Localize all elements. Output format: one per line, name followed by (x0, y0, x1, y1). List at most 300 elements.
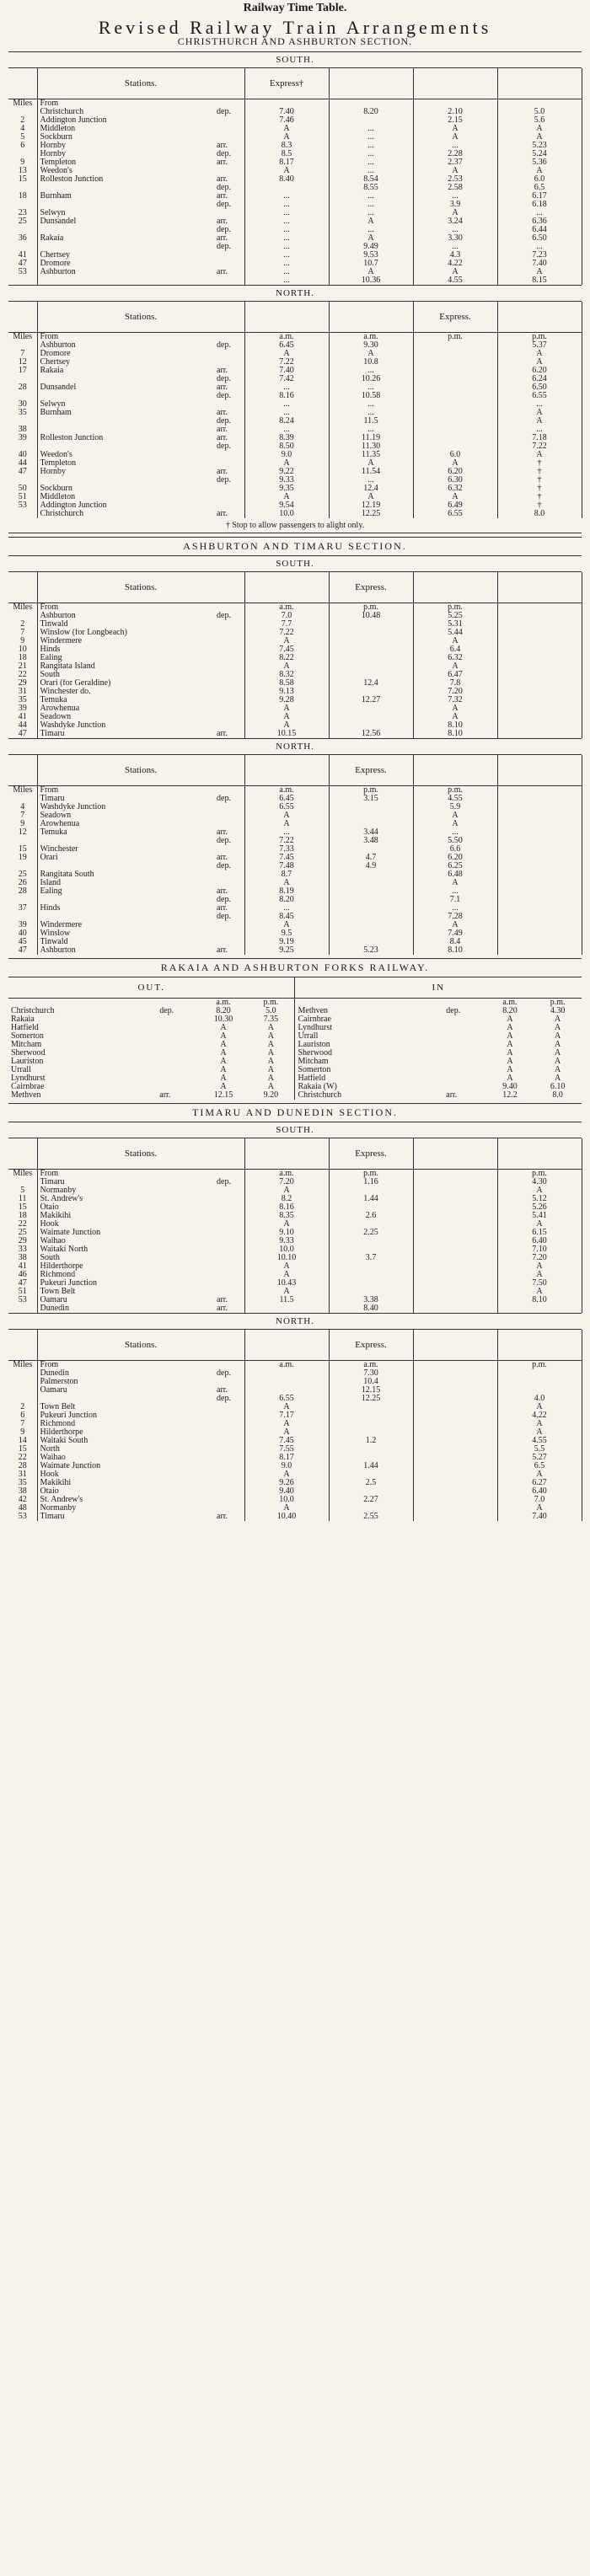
time-cell: 6.5 (497, 1462, 582, 1470)
time-cell: 2.6 (329, 1212, 413, 1220)
time-cell: ... (413, 142, 497, 150)
time-cell (329, 938, 413, 946)
time-cell (413, 383, 497, 392)
time-cell: 9.33 (244, 1237, 329, 1245)
time-cell: 1.2 (329, 1437, 413, 1445)
time-cell: 6.32 (413, 654, 497, 662)
arrdep-cell (214, 671, 244, 679)
timetable-section1-north (8, 302, 582, 518)
miles-cell (8, 1369, 37, 1378)
time-cell: 7.49 (413, 929, 497, 938)
column-header (8, 1138, 37, 1170)
time-cell: 6.4 (413, 645, 497, 654)
table-row (8, 116, 582, 125)
time-cell: A (413, 704, 497, 713)
miles-cell (8, 1304, 37, 1313)
column-header: Express. (329, 572, 413, 603)
arrdep-cell: arr. (214, 1386, 244, 1395)
column-header: Stations. (37, 1138, 244, 1170)
arrdep-cell (214, 116, 244, 125)
arrdep-cell: arr. (214, 510, 244, 518)
time-cell (497, 99, 582, 109)
time-cell: 10.40 (244, 1513, 329, 1521)
time-cell (329, 1288, 413, 1296)
miles-cell: 15 (8, 1445, 37, 1454)
time-cell: 9.54 (244, 501, 329, 510)
column-header: Stations. (37, 572, 244, 603)
time-cell (497, 870, 582, 879)
time-cell: A (413, 125, 497, 133)
time-cell: A (555, 1074, 561, 1083)
station-cell: Templeton (40, 158, 77, 167)
station-cell: Addington Junction (40, 501, 107, 510)
arrdep-cell (214, 786, 244, 795)
table-row (8, 209, 582, 217)
station-cell: Orari (40, 854, 58, 862)
table-row (8, 276, 582, 285)
time-cell (329, 811, 413, 820)
arrdep-cell: dep. (214, 184, 244, 192)
time-cell (329, 845, 413, 854)
column-header (413, 572, 497, 603)
time-cell: 5.25 (413, 612, 497, 620)
station-cell: Palmerston (40, 1378, 78, 1386)
time-cell: 6.0 (497, 175, 582, 184)
time-cell: 8.40 (244, 175, 329, 184)
miles-cell: 4 (8, 125, 37, 133)
time-cell: A (497, 268, 582, 276)
time-cell: 5.37 (497, 341, 582, 350)
time-cell: 8.40 (329, 1304, 413, 1313)
miles-cell (8, 108, 37, 116)
station-cell (37, 476, 214, 485)
time-cell: 8.5 (244, 150, 329, 158)
time-cell: 6.30 (413, 476, 497, 485)
station-cell: From (40, 332, 59, 341)
table-row (8, 921, 582, 929)
time-cell: 8.19 (244, 887, 329, 896)
station-cell: St. Andrew's (40, 1195, 83, 1203)
table-row (8, 1437, 582, 1445)
arrdep-cell: arr. (214, 192, 244, 201)
in-header: IN (295, 977, 582, 999)
time-cell: 9.49 (329, 243, 413, 251)
station-cell: Dunedin (40, 1369, 69, 1378)
time-cell: 6.47 (413, 671, 497, 679)
time-cell (497, 1304, 582, 1313)
time-cell: 8.22 (244, 654, 329, 662)
station-cell: Sockburn (40, 485, 72, 493)
time-cell (244, 1378, 329, 1386)
time-cell: A (329, 493, 413, 501)
time-cell: 8.50 (244, 442, 329, 451)
arrdep-cell: arr. (214, 730, 244, 738)
time-cell: 7.45 (244, 1437, 329, 1445)
time-cell: 8.0 (497, 510, 582, 518)
table-row (8, 468, 582, 476)
time-cell: ... (329, 167, 413, 175)
miles-cell: 35 (8, 409, 37, 417)
station-cell (37, 896, 214, 904)
direction-label: NORTH. (8, 738, 582, 755)
time-cell: 6.5 (497, 184, 582, 192)
station-cell: Hook (40, 1220, 59, 1229)
column-header (8, 302, 37, 333)
time-cell: A (507, 1074, 513, 1083)
time-cell (497, 612, 582, 620)
time-cell: ... (329, 133, 413, 142)
station-cell: Otaio (40, 1487, 59, 1496)
arrdep-cell (214, 1195, 244, 1203)
station-cell: Christchurch (298, 1091, 342, 1100)
time-cell: 9.22 (244, 468, 329, 476)
station-cell: Timaru (40, 730, 65, 738)
table-row (8, 1470, 582, 1479)
station-cell: Sockburn (40, 133, 72, 142)
time-cell: A (413, 820, 497, 828)
time-cell: 3.44 (329, 828, 413, 837)
arrdep-cell (214, 1428, 244, 1437)
station-cell: Makikihi (40, 1479, 72, 1487)
station-cell: Waitaki North (40, 1245, 88, 1254)
time-cell (497, 1378, 582, 1386)
time-cell: A (244, 1420, 329, 1428)
arrdep-cell (214, 1470, 244, 1479)
table-row (8, 1454, 582, 1462)
arrdep-cell: dep. (214, 392, 244, 400)
time-cell: 8.0 (552, 1091, 563, 1100)
time-cell: 10.0 (244, 1496, 329, 1504)
station-cell: Methven (11, 1091, 41, 1100)
time-cell: A (244, 459, 329, 468)
time-cell (329, 803, 413, 811)
table-row (8, 1229, 582, 1237)
time-cell: a.m. (244, 786, 329, 795)
table-row (8, 1186, 582, 1195)
direction-label: NORTH. (8, 285, 582, 302)
station-cell: Addington Junction (40, 116, 107, 125)
station-cell: Hilderthorpe (40, 1262, 83, 1271)
miles-cell: 6 (8, 1411, 37, 1420)
station-cell: Rangitata South (40, 870, 94, 879)
time-cell (413, 1304, 497, 1313)
station-cell: Winchester do. (40, 688, 91, 696)
time-cell (413, 1195, 497, 1203)
table-row (8, 1304, 582, 1313)
time-cell: A (555, 1049, 561, 1058)
time-cell: A (413, 637, 497, 645)
time-cell: 4.0 (497, 1395, 582, 1403)
arrdep-cell (214, 1288, 244, 1296)
arrdep-cell (214, 209, 244, 217)
table-row (8, 133, 582, 142)
arrdep-cell (214, 1504, 244, 1513)
arrdep-cell: arr. (214, 1513, 244, 1521)
miles-cell: Miles (8, 603, 37, 613)
time-cell: 10.43 (244, 1279, 329, 1288)
time-cell (329, 1454, 413, 1462)
station-cell: Lauriston (11, 1058, 44, 1066)
table-row (8, 1445, 582, 1454)
miles-cell (8, 150, 37, 158)
station-cell: Windermere (40, 921, 83, 929)
time-cell: 6.18 (497, 201, 582, 209)
time-cell: ... (329, 476, 413, 485)
time-cell: A (329, 217, 413, 226)
station-cell: Waitaki South (40, 1437, 88, 1445)
time-cell (413, 1504, 497, 1513)
column-header (329, 302, 413, 333)
timetable-section4-south (8, 1138, 582, 1313)
station-cell: Ashburton (40, 946, 76, 955)
table-row (8, 184, 582, 192)
time-cell: 3.38 (329, 1296, 413, 1304)
table-row (8, 1220, 582, 1229)
miles-cell: 25 (8, 870, 37, 879)
time-cell: 7.32 (413, 696, 497, 704)
time-cell (413, 1186, 497, 1195)
miles-cell: 39 (8, 704, 37, 713)
miles-cell: 53 (8, 1296, 37, 1304)
column-header (244, 572, 329, 603)
table-row (8, 879, 582, 887)
time-cell: 5.44 (413, 629, 497, 637)
time-cell (497, 921, 582, 929)
arrdep-cell (214, 1203, 244, 1212)
miles-cell: Miles (8, 333, 37, 342)
time-cell: A (497, 167, 582, 175)
time-cell: A (497, 1470, 582, 1479)
table-row (8, 434, 582, 442)
time-cell: 8.10 (413, 721, 497, 730)
time-cell (497, 862, 582, 870)
time-cell: 6.55 (244, 1395, 329, 1403)
miles-cell: 48 (8, 1504, 37, 1513)
arrdep-cell (214, 350, 244, 358)
table-row (8, 1403, 582, 1411)
miles-cell: 11 (8, 1195, 37, 1203)
miles-cell: 7 (8, 811, 37, 820)
time-cell: 9.0 (244, 1462, 329, 1470)
time-cell: A (497, 1504, 582, 1513)
arrdep-cell: arr. (214, 142, 244, 150)
station-cell (37, 375, 214, 383)
arrdep-cell (214, 501, 244, 510)
table-row (8, 1170, 582, 1179)
miles-cell: 22 (8, 1454, 37, 1462)
time-cell: a.m. (244, 603, 329, 613)
column-header (244, 1330, 329, 1361)
table-row (8, 913, 582, 921)
time-cell: A (413, 879, 497, 887)
time-cell: 4.7 (329, 854, 413, 862)
time-cell: 5.23 (329, 946, 413, 955)
time-cell (497, 887, 582, 896)
time-cell: 2.58 (413, 184, 497, 192)
arrdep-cell (214, 400, 244, 409)
station-cell: Selwyn (40, 400, 66, 409)
table-row (8, 260, 582, 268)
time-cell (329, 721, 413, 730)
station-cell (37, 442, 214, 451)
arrdep-cell (214, 811, 244, 820)
time-cell: p.m. (413, 786, 497, 795)
table-row (8, 459, 582, 468)
time-cell: ... (413, 243, 497, 251)
arrdep-cell (214, 1254, 244, 1262)
time-cell: † (497, 468, 582, 476)
time-cell: A (497, 409, 582, 417)
time-cell (329, 1245, 413, 1254)
miles-cell (8, 896, 37, 904)
title-word: Railway (190, 17, 276, 38)
station-cell: Waihao (40, 1237, 66, 1245)
table-row (8, 671, 582, 679)
direction-label: SOUTH. (8, 556, 582, 572)
table-row (8, 679, 582, 688)
arrdep-cell: dep. (214, 442, 244, 451)
time-cell (329, 1504, 413, 1513)
table-row (8, 158, 582, 167)
section-title: ASHBURTON AND TIMARU SECTION. (8, 537, 582, 556)
time-cell: A (497, 133, 582, 142)
time-cell: ... (329, 142, 413, 150)
table-row (8, 1395, 582, 1403)
column-header (8, 68, 37, 99)
time-cell: A (413, 209, 497, 217)
station-cell: Timaru (40, 795, 65, 803)
table-row (8, 870, 582, 879)
time-cell: 12.56 (329, 730, 413, 738)
time-cell (413, 1454, 497, 1462)
miles-cell: 12 (8, 358, 37, 367)
time-cell (329, 654, 413, 662)
time-cell: 8.10 (413, 946, 497, 955)
time-cell (413, 1479, 497, 1487)
miles-cell: 31 (8, 1470, 37, 1479)
miles-cell: 35 (8, 696, 37, 704)
time-cell: 8.39 (244, 434, 329, 442)
table-row (8, 1462, 582, 1470)
miles-cell: 2 (8, 116, 37, 125)
arrdep-cell (443, 1032, 485, 1041)
column-header: Stations. (37, 302, 244, 333)
time-cell: 7.40 (497, 260, 582, 268)
time-cell: 8.17 (244, 158, 329, 167)
arrdep-cell (214, 1262, 244, 1271)
station-cell: Windermere (40, 637, 83, 645)
arrdep-cell (214, 645, 244, 654)
station-cell: Middleton (40, 125, 76, 133)
time-cell (413, 341, 497, 350)
arrdep-cell (214, 654, 244, 662)
table-row (8, 217, 582, 226)
station-cell: Rakaia (40, 367, 64, 375)
miles-cell: Miles (8, 786, 37, 795)
station-cell (37, 837, 214, 845)
table-row (8, 654, 582, 662)
time-cell: A (555, 1015, 561, 1024)
time-cell (329, 1220, 413, 1229)
miles-cell: 2 (8, 620, 37, 629)
station-cell: Cairnbrae (11, 1083, 45, 1091)
time-cell: 8.16 (244, 1203, 329, 1212)
station-cell: Tinwald (40, 938, 68, 946)
time-cell: 8.7 (244, 870, 329, 879)
miles-cell: 28 (8, 887, 37, 896)
table-row (8, 1254, 582, 1262)
table-row (8, 904, 582, 913)
time-cell: 5.41 (497, 1212, 582, 1220)
time-cell: 7.22 (244, 629, 329, 637)
table-row (8, 1411, 582, 1420)
time-cell (413, 392, 497, 400)
arrdep-cell: arr. (214, 828, 244, 837)
station-cell: Rolleston Junction (40, 434, 104, 442)
table-row (8, 929, 582, 938)
miles-cell (8, 417, 37, 426)
time-cell: 8.2 (244, 1195, 329, 1203)
table-row (8, 1058, 582, 1066)
table-row (8, 1378, 582, 1386)
miles-cell: 9 (8, 158, 37, 167)
time-cell: 8.45 (244, 913, 329, 921)
time-cell: 3.7 (329, 1254, 413, 1262)
time-cell: A (507, 1024, 513, 1032)
arrdep-cell: dep. (214, 795, 244, 803)
table-row (8, 201, 582, 209)
time-cell (329, 1470, 413, 1479)
table-row (8, 837, 582, 845)
time-cell: A (497, 1220, 582, 1229)
station-cell: Tinwald (40, 620, 68, 629)
table-row (8, 811, 582, 820)
column-header: Express† (244, 68, 329, 99)
arrdep-cell (214, 251, 244, 260)
column-header (497, 755, 582, 786)
time-cell: 4.55 (413, 795, 497, 803)
column-header: Stations. (37, 68, 244, 99)
time-cell: 6.20 (413, 854, 497, 862)
arrdep-cell: dep. (214, 1178, 244, 1186)
station-cell (37, 426, 214, 434)
time-cell (497, 879, 582, 887)
time-cell (413, 417, 497, 426)
time-cell: 3.48 (329, 837, 413, 845)
time-cell: A (244, 637, 329, 645)
station-cell: Rakaia (W) (298, 1083, 337, 1091)
time-cell (497, 645, 582, 654)
time-cell: A (244, 1288, 329, 1296)
table-row (8, 946, 582, 955)
column-header (8, 572, 37, 603)
arrdep-cell: dep. (214, 341, 244, 350)
time-cell: ... (244, 192, 329, 201)
station-cell: Dromore (40, 260, 71, 268)
station-cell: Dunsandel (40, 217, 77, 226)
time-cell: 6.6 (413, 845, 497, 854)
time-cell: 1.44 (329, 1195, 413, 1203)
time-cell: 11.5 (244, 1296, 329, 1304)
time-cell: A (244, 662, 329, 671)
time-cell (497, 913, 582, 921)
table-row (8, 1237, 582, 1245)
arrdep-cell: dep. (214, 612, 244, 620)
time-cell: a.m. (502, 998, 518, 1007)
time-cell (329, 1203, 413, 1212)
station-cell: Hinds (40, 904, 61, 913)
arrdep-cell: arr. (214, 383, 244, 392)
